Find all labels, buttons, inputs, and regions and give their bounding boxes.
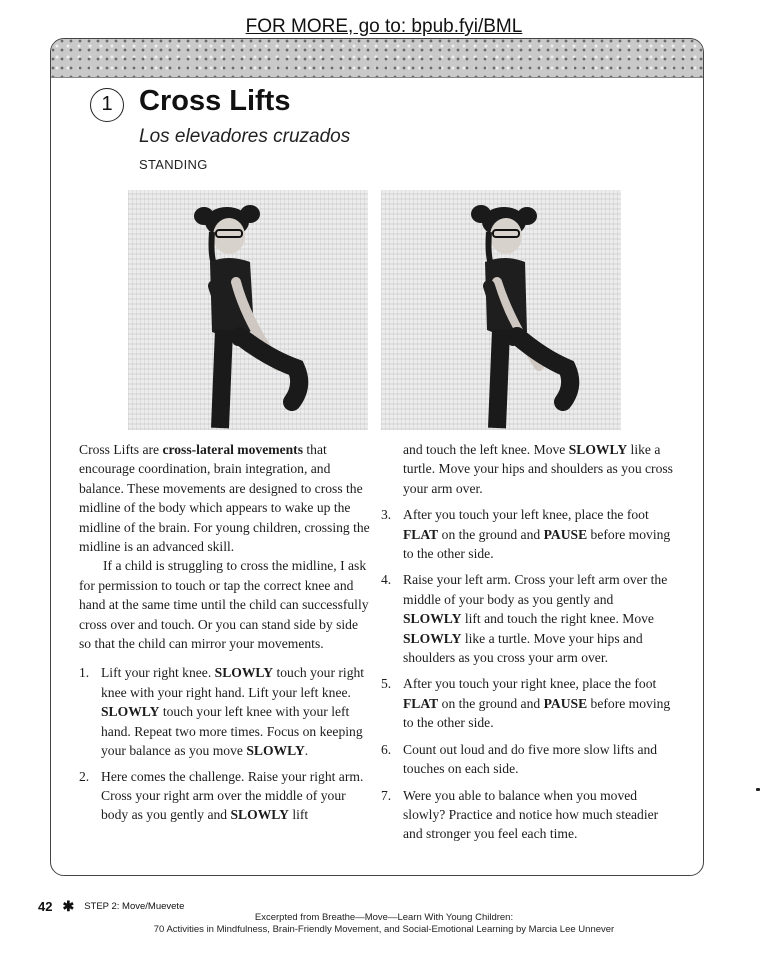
list-item: 3. After you touch your left knee, place the foot FLAT on the ground and PAUSE before moving to the other side. [381, 507, 671, 562]
page-number: 42 [38, 899, 53, 914]
photo-child-cross-lift-right [381, 190, 621, 430]
list-item: 6. Count out loud and do five more slow lifts and touches on each side. [381, 741, 658, 777]
activity-number-badge: 1 [90, 88, 124, 122]
text-column-left [79, 440, 371, 831]
photo-child-cross-lift-left [128, 190, 368, 430]
list-item: 7. Were you able to balance when you moved slowly? Practice and notice how much steadier and stronger you feel each time. [381, 787, 659, 842]
list-item: 4. Raise your left arm. Cross your left arm over the middle of your body as you gently and SLOWLY lift and touch the right knee. Move SLOWLY like a turtle. Move your hips and shoulders as you cross your arm over. [381, 572, 668, 666]
list-item: 2. Here comes the challenge. Raise your right arm. Cross your right arm over the middle of your body as you gently and SLOWLY lift [79, 768, 364, 823]
intro-paragraph-2: If a child is struggling to cross the midline, I ask for permission to touch or tap the correct knee and hand at the same time until the child can successfully cross over and touch. Or you can stand side by side so that the child can mirror your movements. [79, 558, 369, 652]
credit-line-1: Excerpted from Breathe—Move—Learn With Young Children: [254, 912, 514, 923]
source-link[interactable]: FOR MORE, go to: bpub.fyi/BML [245, 16, 523, 37]
steps-list-left [79, 663, 371, 824]
intro-paragraph-1: Cross Lifts are cross-lateral movements that encourage coordination, brain integration, and balance. These movements are designed to cross the midline of the body which appears to wake up the midline of the brain. For young children, crossing the midline is an advanced skill. [79, 442, 370, 555]
section-label: STEP 2: Move/Muevete [84, 901, 185, 912]
steps-list-right [381, 440, 673, 844]
text-column-right [381, 440, 673, 851]
list-item: 5. After you touch your right knee, place the foot FLAT on the ground and PAUSE before moving to the other side. [381, 676, 671, 731]
decorative-header-band [51, 39, 703, 78]
credit-line-2: 70 Activities in Mindfulness, Brain-Friendly Movement, and Social-Emotional Learning by Marcia Lee Unnever [153, 924, 615, 935]
activity-position-label: STANDING [139, 157, 208, 172]
asterisk-icon: ✱ [62, 898, 75, 914]
activity-title: Cross Lifts [139, 85, 291, 117]
activity-subtitle: Los elevadores cruzados [139, 126, 351, 147]
list-item-continuation: and touch the left knee. Move SLOWLY like a turtle. Move your hips and shoulders as you cross your arm over. [403, 442, 673, 496]
list-item: 1. Lift your right knee. SLOWLY touch your right knee with your right hand. Lift your left knee. SLOWLY touch your left knee with your left hand. Repeat two more times. Focus on keeping your balance as you move SLOWLY. [79, 665, 365, 759]
scan-mark [756, 788, 760, 791]
